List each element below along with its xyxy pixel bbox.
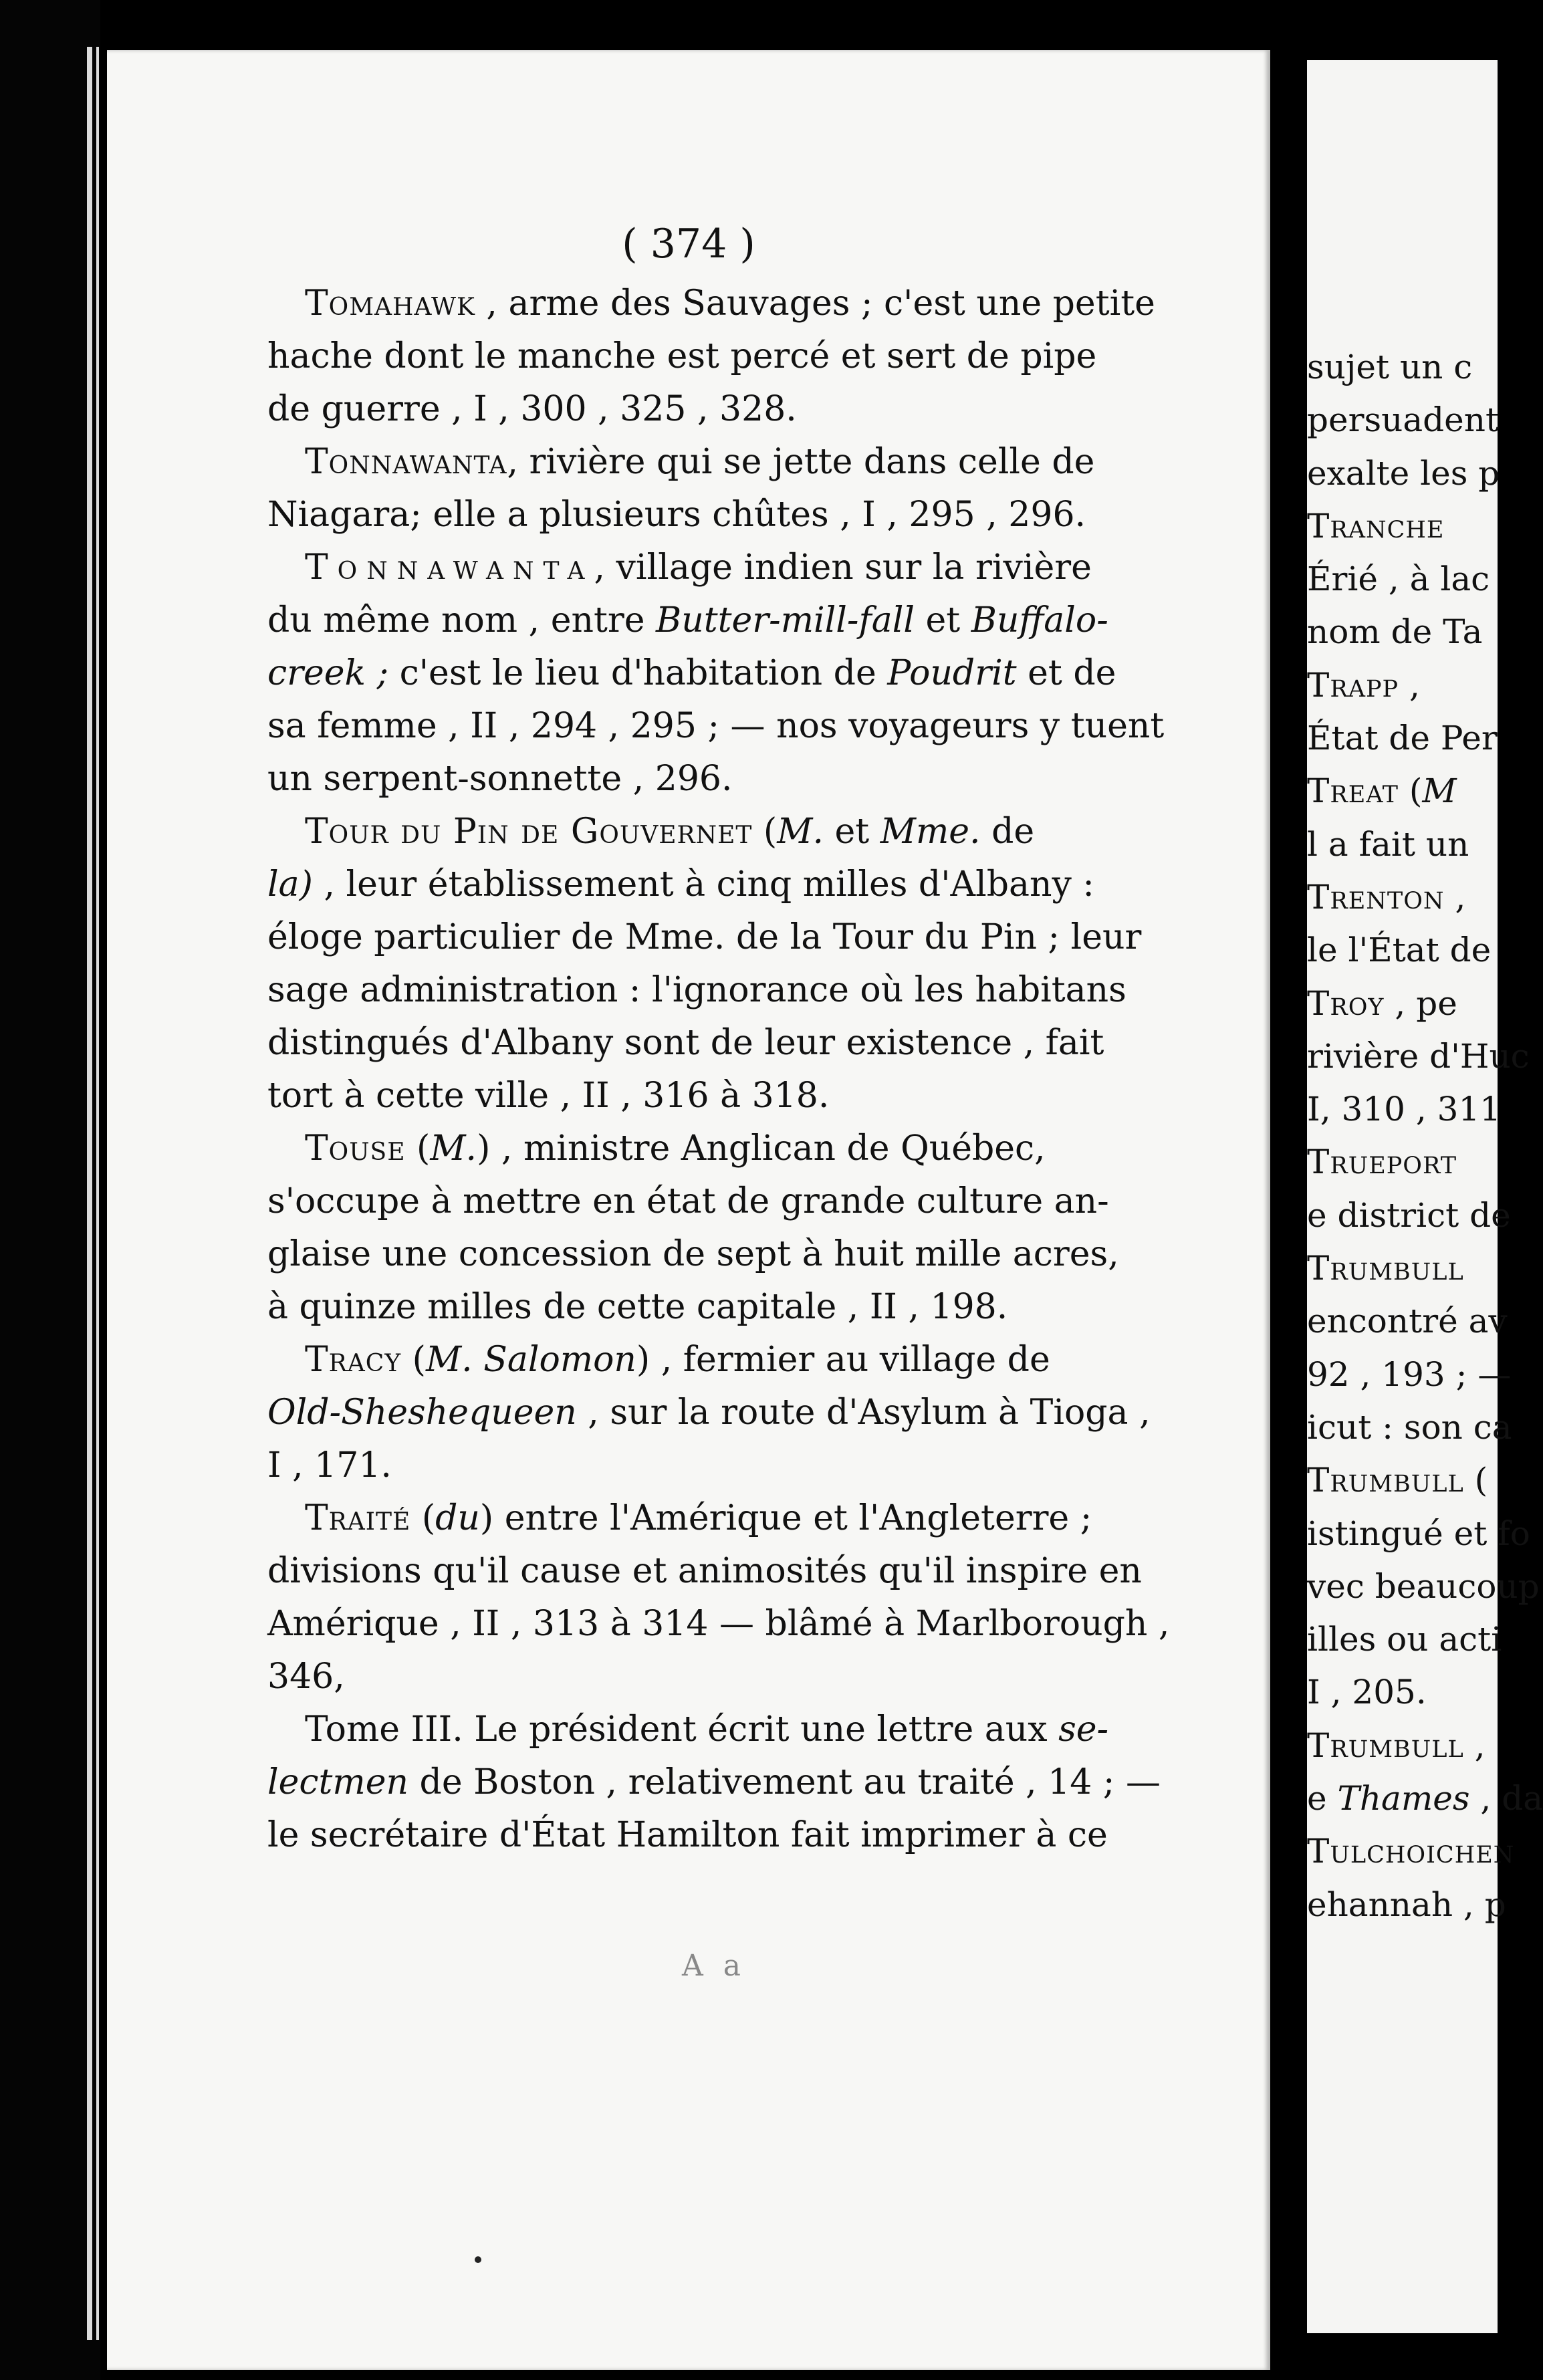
text-segment: I, 310 , 311 <box>1307 1090 1502 1129</box>
text-segment: Tome III. Le président écrit une lettre aux <box>305 1709 1059 1750</box>
text-segment: Tracy <box>305 1340 402 1380</box>
adjacent-text-line <box>1307 977 1498 1030</box>
adjacent-text-line <box>1307 1560 1540 1613</box>
text-segment: Trumbull <box>1307 1249 1464 1288</box>
text-segment: glaise une concession de sept à huit mille acres, <box>267 1234 1119 1274</box>
text-segment: éloge particulier de Mme. de la Tour du Pin ; leur <box>267 917 1142 957</box>
adjacent-text-line <box>1307 1083 1502 1136</box>
adjacent-text-line <box>1307 765 1498 818</box>
adjacent-text-line <box>1307 500 1498 553</box>
text-line <box>267 1809 1274 1862</box>
text-segment: ( <box>401 1340 426 1380</box>
adjacent-text-line <box>1307 1295 1508 1348</box>
adjacent-page <box>1307 60 1543 2333</box>
adjacent-text-line <box>1307 1772 1543 1825</box>
text-line <box>267 1281 1274 1334</box>
adjacent-text-line <box>1307 818 1498 871</box>
text-segment: , da <box>1469 1779 1543 1818</box>
ink-speck <box>475 2256 481 2263</box>
text-segment: ehannah , p <box>1307 1885 1506 1924</box>
text-segment: Treat <box>1307 771 1399 811</box>
text-segment: tort à cette ville , II , 316 à 318. <box>267 1076 830 1116</box>
book-gutter <box>1274 0 1310 2380</box>
text-segment: persuadent <box>1307 400 1500 440</box>
text-segment: ( <box>410 1498 436 1538</box>
text-segment: de Boston , relativement au traité , 14 ; — <box>408 1762 1161 1802</box>
text-line <box>267 330 1274 383</box>
text-line <box>267 489 1274 542</box>
text-segment: à quinze milles de cette capitale , II , 198. <box>267 1287 1008 1327</box>
text-segment: , village indien sur la rivière <box>594 548 1092 588</box>
left-book-edge <box>0 0 100 2380</box>
text-line <box>267 1703 1274 1756</box>
adjacent-text-line <box>1307 1719 1498 1772</box>
text-line <box>267 1545 1274 1598</box>
text-segment: vec beaucoup <box>1307 1566 1540 1606</box>
text-segment: sa femme , II , 294 , 295 ; — nos voyageurs y tuent <box>267 706 1165 746</box>
adjacent-text-line <box>1307 1401 1512 1454</box>
text-segment: un serpent-sonnette , 296. <box>267 759 733 799</box>
text-line <box>267 964 1274 1017</box>
adjacent-text-line <box>1307 1136 1498 1189</box>
page-edge-stripe <box>87 47 92 2340</box>
text-segment: M. Salomon <box>425 1340 636 1380</box>
adjacent-text-line <box>1307 712 1498 765</box>
text-segment: Trumbull <box>1307 1726 1464 1765</box>
text-segment: , <box>1463 1726 1486 1765</box>
text-segment: Tranche <box>1307 506 1445 546</box>
text-line <box>267 277 1274 330</box>
adjacent-text-line <box>1307 553 1498 606</box>
text-segment: Old-Sheshequeen <box>267 1393 577 1433</box>
text-line <box>267 1122 1274 1175</box>
text-line <box>267 806 1274 858</box>
adjacent-text-line <box>1307 447 1498 500</box>
text-segment: et <box>915 600 971 640</box>
adjacent-text-line <box>1307 1825 1515 1878</box>
page-number-header: ( 374 ) <box>622 221 755 267</box>
text-segment: M. <box>430 1128 477 1169</box>
text-segment: Mme. <box>880 812 981 852</box>
text-segment: le l'État de <box>1307 931 1492 970</box>
text-line <box>267 1598 1274 1651</box>
text-segment: I , 171. <box>267 1445 392 1485</box>
text-segment: 346, <box>267 1657 345 1697</box>
text-segment: e <box>1307 1779 1338 1818</box>
text-line <box>267 1175 1274 1228</box>
text-line <box>267 1492 1274 1545</box>
text-line <box>267 436 1274 489</box>
text-segment: de guerre , I , 300 , 325 , 328. <box>267 389 797 429</box>
text-segment: M <box>1422 771 1457 811</box>
text-line <box>267 911 1274 964</box>
text-segment: rivière d'Huc <box>1307 1036 1530 1076</box>
text-line <box>267 1387 1274 1439</box>
text-segment: Troy <box>1307 983 1385 1023</box>
adjacent-text-line <box>1307 1508 1530 1560</box>
text-line <box>267 700 1274 753</box>
folio-mark: A a <box>682 1949 746 1983</box>
text-segment: Poudrit <box>887 653 1017 693</box>
text-segment: ( <box>752 812 778 852</box>
text-line <box>267 1334 1274 1387</box>
text-segment: et <box>824 812 880 852</box>
text-segment: e district de <box>1307 1195 1511 1235</box>
text-segment: Amérique , II , 313 à 314 — blâmé à Marlborough , <box>267 1604 1170 1644</box>
text-segment: Niagara; elle a plusieurs chûtes , I , 295 , 296. <box>267 495 1086 535</box>
text-segment: Thames <box>1337 1779 1470 1818</box>
text-line <box>267 1228 1274 1281</box>
text-segment: Trueport <box>1307 1143 1457 1182</box>
text-segment: ) , ministre Anglican de Québec, <box>477 1128 1046 1169</box>
text-segment: Érié , à lac <box>1307 560 1490 599</box>
text-segment: l a fait un <box>1307 824 1469 864</box>
text-segment: de <box>980 812 1035 852</box>
text-line <box>267 1756 1274 1809</box>
text-segment: sujet un c <box>1307 348 1473 386</box>
text-line <box>267 542 1274 594</box>
text-segment: la) <box>267 864 313 905</box>
text-segment: Tulchoichen <box>1307 1832 1515 1871</box>
text-line <box>267 1651 1274 1703</box>
text-line <box>267 1439 1274 1492</box>
text-segment: hache dont le manche est percé et sert de pipe <box>267 336 1097 376</box>
text-segment: Touse <box>305 1128 406 1169</box>
text-segment: illes ou acti <box>1307 1620 1502 1659</box>
text-segment: Tour du Pin de Gouvernet <box>305 812 753 852</box>
text-segment: ( <box>1463 1461 1488 1500</box>
text-segment: creek ; <box>267 653 389 693</box>
text-segment: ( <box>405 1128 431 1169</box>
text-segment: le secrétaire d'État Hamilton fait imprimer à ce <box>267 1815 1108 1855</box>
text-segment: Trapp <box>1307 665 1399 705</box>
text-segment: distingués d'Albany sont de leur existence , fait <box>267 1023 1104 1063</box>
text-segment: , leur établissement à cinq milles d'Albany : <box>312 864 1094 905</box>
adjacent-text-line <box>1307 394 1498 447</box>
text-segment: sage administration : l'ignorance où les habitans <box>267 970 1126 1010</box>
adjacent-text-line <box>1307 1454 1498 1507</box>
text-line <box>267 594 1274 647</box>
adjacent-page-text <box>1307 341 1543 1931</box>
text-segment: 92 , 193 ; — <box>1307 1354 1512 1394</box>
text-segment: , sur la route d'Asylum à Tioga , <box>576 1393 1151 1433</box>
text-segment: Butter-mill-fall <box>656 600 915 640</box>
adjacent-text-line <box>1307 1242 1498 1295</box>
text-segment: divisions qu'il cause et animosités qu'il inspire en <box>267 1551 1142 1591</box>
text-segment: Tomahawk <box>305 283 475 324</box>
text-segment: , pe <box>1384 983 1457 1023</box>
page-edge-stripe <box>96 47 99 2340</box>
adjacent-text-line <box>1307 1666 1498 1719</box>
adjacent-text-line <box>1307 1189 1511 1242</box>
adjacent-text-line <box>1307 659 1498 712</box>
text-segment: du même nom , entre <box>267 600 657 640</box>
adjacent-text-line <box>1307 1879 1506 1931</box>
adjacent-text-line <box>1307 606 1498 659</box>
text-segment: du <box>435 1498 480 1538</box>
text-segment: s'occupe à mettre en état de grande culture an- <box>267 1181 1109 1221</box>
adjacent-text-line <box>1307 1613 1502 1666</box>
adjacent-text-line <box>1307 924 1498 977</box>
text-segment: Buffalo- <box>971 600 1108 640</box>
text-line <box>267 383 1274 436</box>
adjacent-text-line <box>1307 341 1498 394</box>
text-line <box>267 1070 1274 1122</box>
text-segment: Traité <box>305 1498 411 1538</box>
text-segment: istingué et fo <box>1307 1514 1530 1553</box>
text-segment: Tonnawanta <box>305 442 507 482</box>
text-line <box>267 753 1274 806</box>
text-segment: , rivière qui se jette dans celle de <box>507 442 1095 482</box>
text-segment: ( <box>1398 771 1423 811</box>
text-segment: , arme des Sauvages ; c'est une petite <box>475 283 1155 324</box>
text-segment: M. <box>777 812 824 852</box>
text-segment: ) entre l'Amérique et l'Angleterre ; <box>479 1498 1092 1538</box>
text-segment: c'est le lieu d'habitation de <box>388 653 888 693</box>
text-segment: Tonnawanta <box>305 548 594 588</box>
text-segment: lectmen <box>267 1762 408 1802</box>
text-segment: encontré av <box>1307 1302 1508 1341</box>
text-segment: et de <box>1016 653 1116 693</box>
text-segment: , <box>1399 665 1420 705</box>
text-segment: I , 205. <box>1307 1673 1427 1712</box>
text-segment: ) , fermier au village de <box>636 1340 1050 1380</box>
adjacent-text-line <box>1307 1348 1512 1401</box>
text-segment: nom de Ta <box>1307 612 1483 652</box>
text-line <box>267 1017 1274 1070</box>
text-segment: Trumbull <box>1307 1461 1464 1500</box>
text-segment: icut : son ca <box>1307 1407 1512 1447</box>
adjacent-text-line <box>1307 1030 1530 1083</box>
text-segment: , <box>1444 877 1466 917</box>
text-segment: État de Per <box>1307 719 1498 758</box>
text-line <box>267 858 1274 911</box>
adjacent-text-line <box>1307 871 1498 924</box>
text-segment: Trenton <box>1307 877 1445 917</box>
text-segment: exalte les p <box>1307 453 1500 493</box>
index-entries-text <box>267 277 1274 1862</box>
text-line <box>267 647 1274 700</box>
text-segment: se- <box>1058 1709 1109 1750</box>
